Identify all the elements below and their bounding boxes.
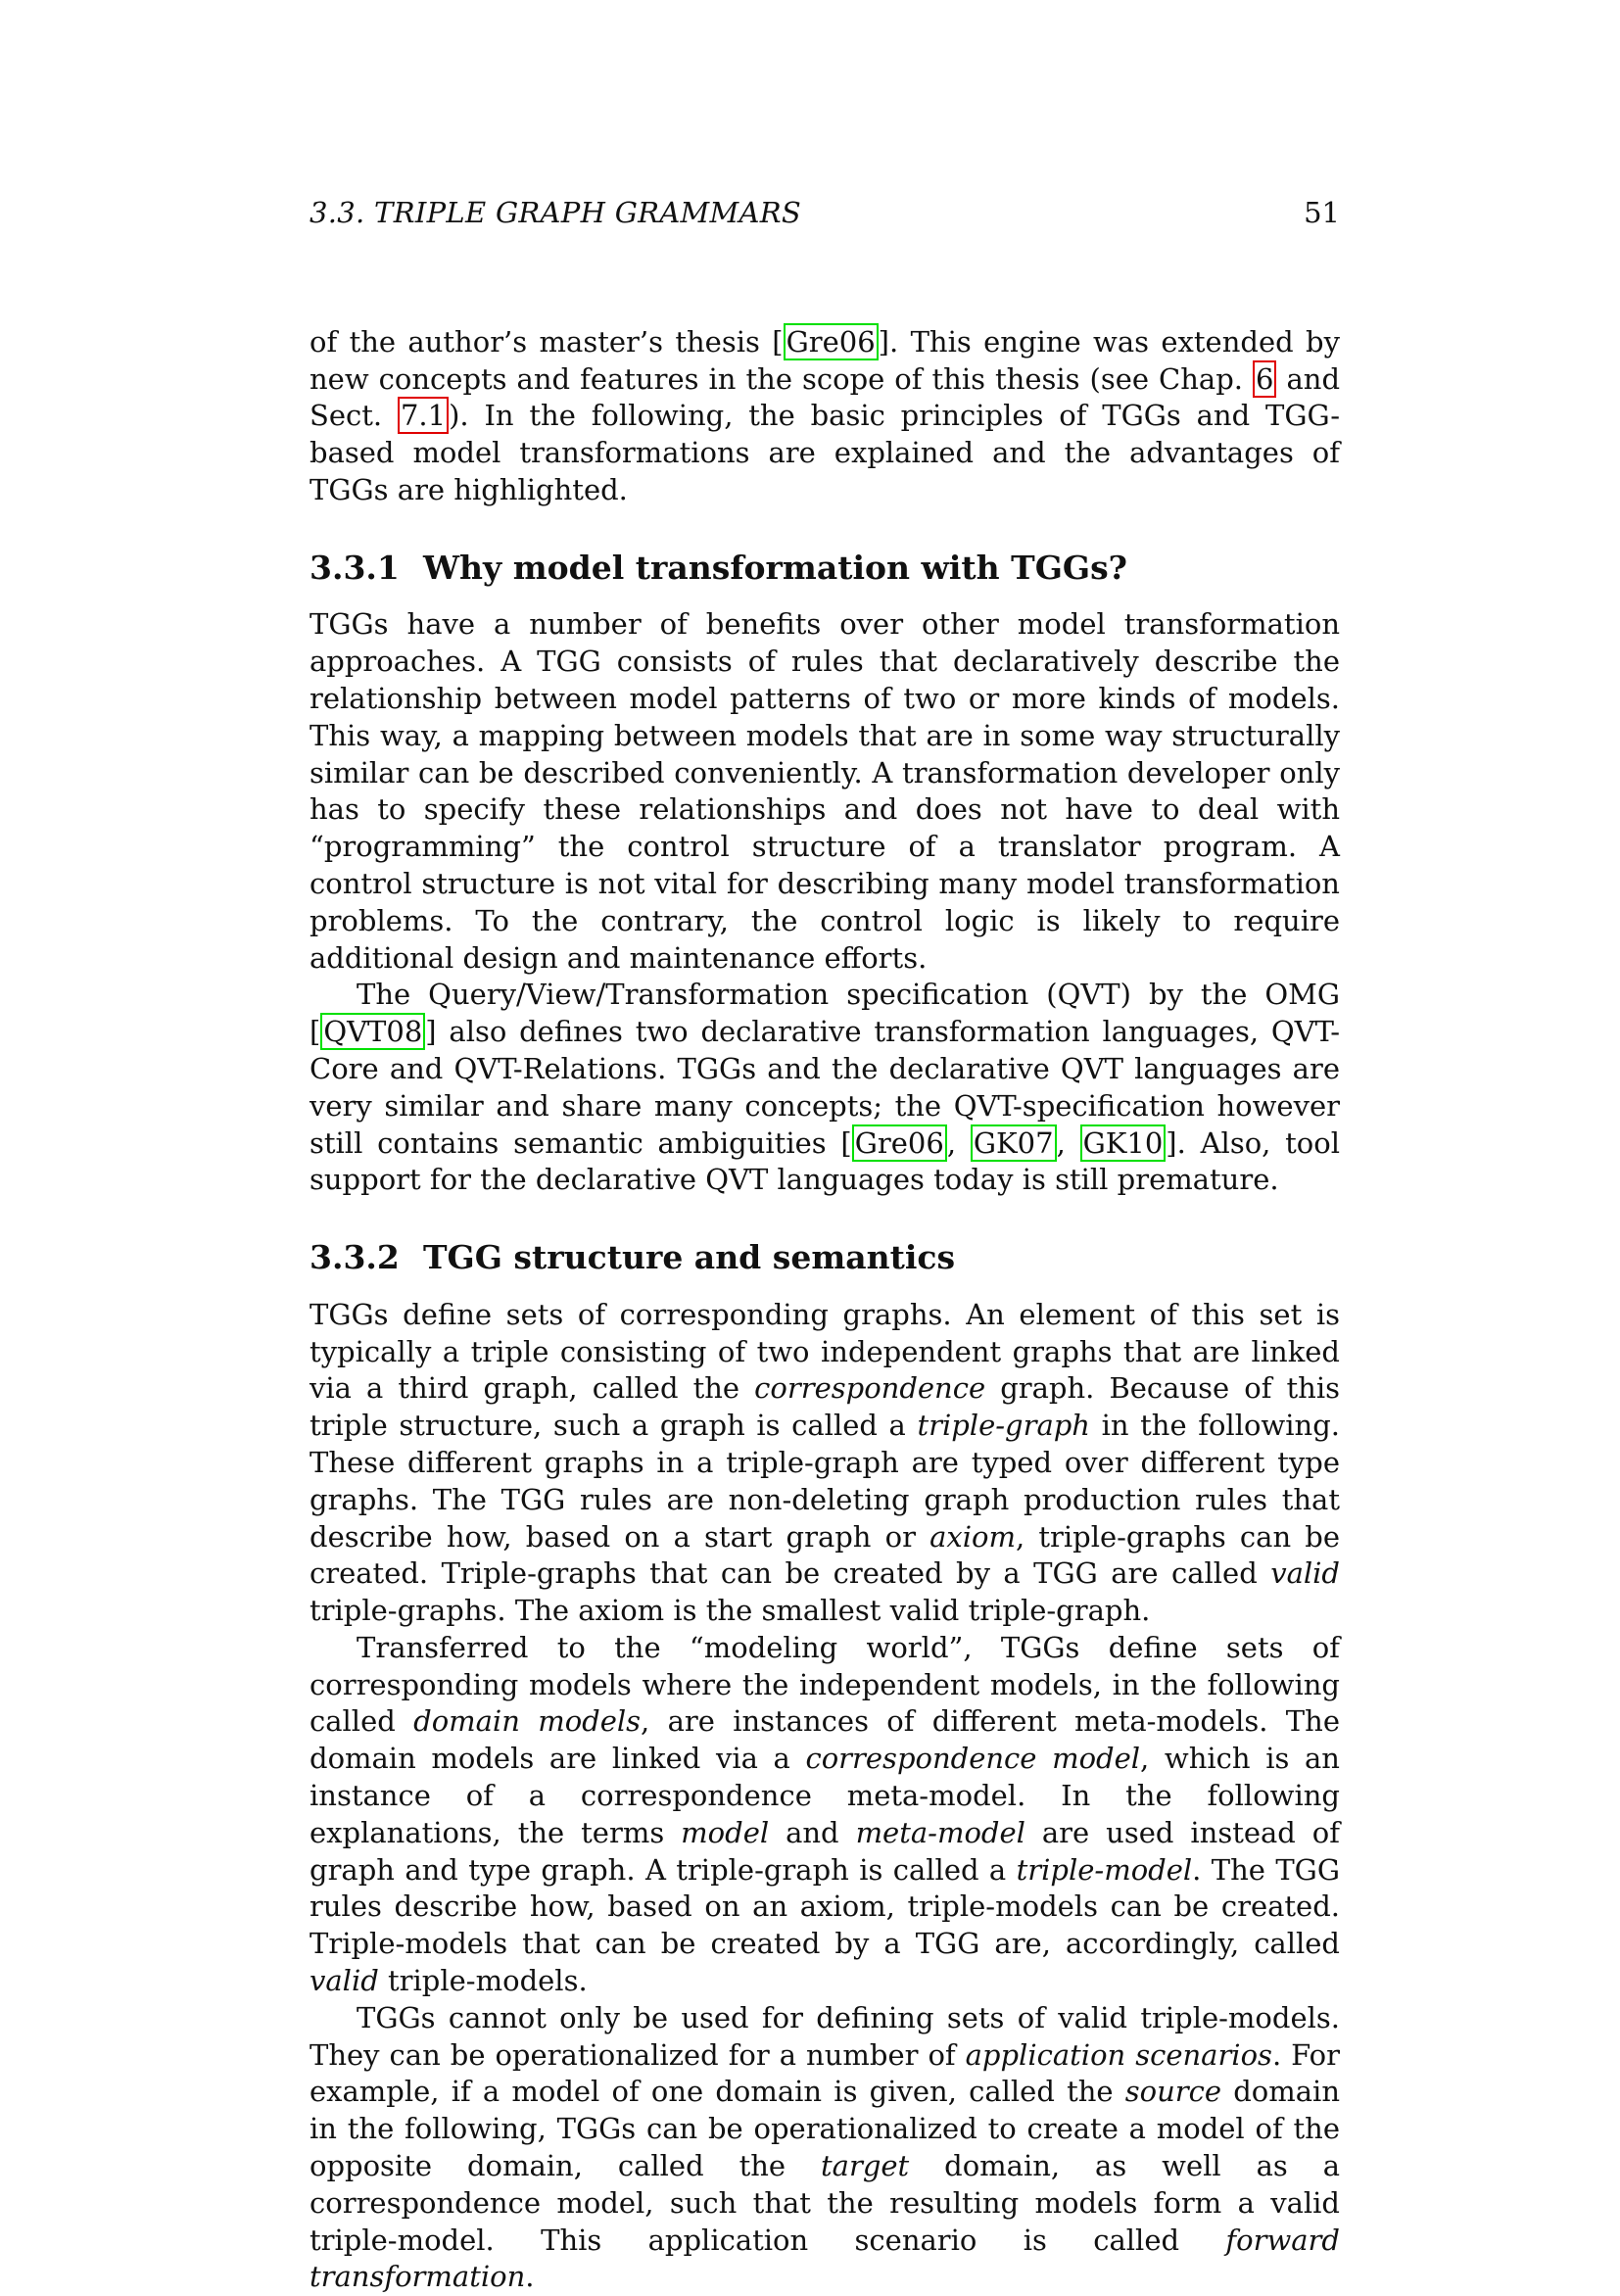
text-run: ). In the following, the basic principles of TGGs and TGG-based model transformations are explained and the advantages of TGGs are highlighted. [310,399,1340,506]
chapter-link-6[interactable]: 6 [1253,360,1276,398]
text-run: ]. Also, tool support for the declarative QVT languages today is still premature. [310,1125,1341,1197]
text-run: . For example, if a model of one domain is given, called the [310,2037,1341,2109]
emphasis: target [821,2149,910,2183]
text-run: graph. Because of this triple structure, such a graph is called a [310,1371,1340,1443]
emphasis: model [681,1815,770,1849]
section1-paragraph-2 [310,977,1340,1199]
running-header [310,196,1340,230]
section2-paragraph-1 [310,1297,1340,1630]
text-run: triple-models. [378,1964,588,1998]
citation-link-gre06[interactable]: Gre06 [784,323,879,360]
text-run: of the author’s master’s thesis [ [310,324,784,359]
section1-paragraph-1: TGGs have a number of benefits over other model transformation approaches. A TGG consists of rules that declaratively describe the relationship between model patterns of two or more kinds of models. This way, a mapping between models that are in some way structurally similar can be described conveniently. A transformation developer only has to specify these relationships and does not have to deal with “programming” the control structure of a translator program. A control structure is not vital for describing many model transformation problems. To the contrary, the control logic is likely to require additional design and maintenance efforts. [310,607,1340,975]
emphasis: application scenarios [965,2037,1272,2072]
emphasis: domain models [413,1704,642,1739]
text-run: domain, as well as a correspondence model, such that the resulting models form a valid triple-model. This application scenario is called [310,2149,1340,2257]
text-run: triple-graphs. The axiom is the smallest valid triple-graph. [310,1594,1151,1628]
section-number: 3.3.1 [310,548,400,587]
emphasis: source [1124,2075,1222,2109]
text-run: . The TGG rules describe how, based on an axiom, triple-models can be created. Triple-models that can be created by a TGG are, accordingly, called [310,1852,1341,1961]
section-link-7-1[interactable]: 7.1 [398,397,449,434]
text-run: , [946,1125,971,1160]
emphasis: forward transformation [310,2223,1340,2294]
text-run: ]. This engine was extended by new concepts and features in the scope of this thesis (see Chap. [310,324,1341,396]
text-run: are used instead of graph and type graph. A triple-graph is called a [310,1815,1341,1887]
text-run: , which is an instance of a correspondence meta-model. In the following explanations, the terms [310,1742,1340,1849]
text-run: and [769,1815,856,1849]
emphasis: axiom [929,1519,1016,1554]
section2-paragraph-2 [310,1630,1340,2000]
page-number: 51 [1304,196,1340,229]
text-run: . [525,2260,535,2294]
citation-link-gk07[interactable]: GK07 [971,1124,1057,1162]
emphasis: valid [1270,1556,1340,1591]
header-title: 3.3. TRIPLE GRAPH GRAMMARS [310,196,802,229]
citation-link-qvt08[interactable]: QVT08 [320,1013,425,1050]
section-heading-3-3-1 [310,549,1340,588]
emphasis: valid [310,1964,379,1998]
intro-paragraph [310,324,1340,509]
text-run: TGGs define sets of corresponding graphs. An element of this set is typically a triple consisting of two independent graphs that are linked via a third graph, called the [310,1297,1340,1406]
citation-link-gk10[interactable]: GK10 [1080,1124,1167,1162]
text-run: The Query/View/Transformation specification (QVT) by the OMG [ [310,978,1340,1049]
emphasis: meta-model [855,1815,1025,1849]
emphasis: triple-graph [917,1409,1090,1443]
section-title: Why model transformation with TGGs? [423,548,1127,587]
text-run: TGGs cannot only be used for defining sets of valid triple-models. They can be operationalized for a number of [310,2000,1340,2072]
text-run: , [1056,1125,1080,1160]
emphasis: correspondence [754,1371,986,1406]
text-run: domain in the following, TGGs can be operationalized to create a model of the opposite domain, called the [310,2075,1340,2183]
section2-paragraph-3 [310,2000,1340,2296]
text-run: and Sect. [310,361,1341,433]
text-run: , are instances of different meta-models. The domain models are linked via a [310,1704,1340,1776]
text-run: Transferred to the “modeling world”, TGGs define sets of corresponding models where the independent models, in the following called [310,1630,1340,1739]
page [310,196,1340,2296]
section-heading-3-3-2 [310,1238,1340,1277]
text-run: in the following. These different graphs in a triple-graph are typed over different type graphs. The TGG rules are non-deleting graph production rules that describe how, based on a start graph or [310,1409,1340,1554]
section-title: TGG structure and semantics [423,1238,956,1277]
emphasis: correspondence model [805,1742,1141,1776]
section-number: 3.3.2 [310,1238,400,1277]
text-run: ] also defines two declarative transformation languages, QVT-Core and QVT-Relations. TGGs and the declarative QVT languages are very similar and share many concepts; the QVT-specification however still contains semantic ambiguities [ [310,1015,1340,1160]
citation-link-gre06[interactable]: Gre06 [852,1124,947,1162]
text-run: , triple-graphs can be created. Triple-graphs that can be created by a TGG are called [310,1519,1340,1591]
emphasis: triple-model [1016,1852,1193,1887]
